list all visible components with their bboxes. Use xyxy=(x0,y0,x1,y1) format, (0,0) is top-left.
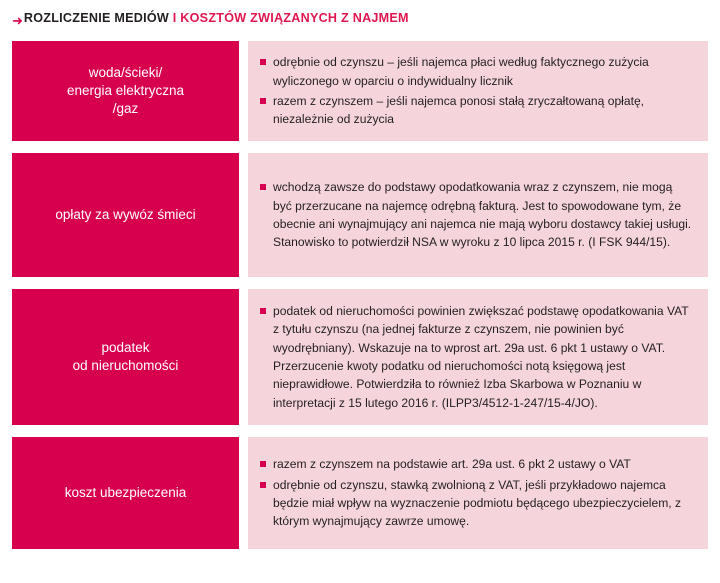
page-title-red: I KOSZTÓW ZWIĄZANYCH Z NAJMEM xyxy=(172,11,409,25)
arrow-right-icon: ➜ xyxy=(12,13,23,28)
row-label-line: /gaz xyxy=(112,101,139,117)
row-label-line: od nieruchomości xyxy=(72,358,179,373)
row-label-media xyxy=(12,41,239,141)
row-label-line: opłaty za wywóz śmieci xyxy=(55,206,196,222)
list-item: podatek od nieruchomości powinien zwiększać podstawę opodatkowania VAT z tytułu czynszu (na jednej fakturze z czynszem, nie powinien być wyodrębniany). Wskazuje na to wprost art. 29a ust. 6 pkt 1 ustawy o VAT. Przerzucenie kwoty podatku od nieruchomości notą księgową jest nieprawidłowe. Potwierdziła to również Izba Skarbowa w Poznaniu w interpretacji z 15 lutego 2016 r. (ILPP3/4512-1-247/15-4/JO). xyxy=(260,302,694,412)
list-item: wchodzą zawsze do podstawy opodatkowania wraz z czynszem, nie mogą być przerzucane na najemcę odrębną fakturą. Jest to spowodowane tym, że obecnie ani wynajmujący ani najemca nie mają wyboru dostawcy takiej usługi. Stanowisko to potwierdził NSA w wyroku z 10 lipca 2015 r. (I FSK 944/15). xyxy=(260,178,694,252)
row-label-line: podatek xyxy=(101,339,150,355)
list-item: odrębnie od czynszu, stawką zwolnioną z VAT, jeśli przykładowo najemca będzie miał wpływ na wyznaczenie podmiotu będącego ubezpieczycielem, z którym wynajmujący zawrze umowę. xyxy=(260,476,694,531)
row-content-podatek xyxy=(248,289,708,425)
page-title xyxy=(12,12,712,27)
list-item: razem z czynszem na podstawie art. 29a ust. 6 pkt 2 ustawy o VAT xyxy=(260,455,694,473)
row-content-smieci xyxy=(248,153,708,277)
row-content-media xyxy=(248,41,708,141)
bullet-list xyxy=(260,455,694,531)
row-label-line: woda/ścieki/ xyxy=(88,64,163,80)
row-content-ubezpieczenie xyxy=(248,437,708,549)
page-title-text xyxy=(24,12,409,26)
row-label-line: energia elektryczna xyxy=(66,82,185,98)
row-label-ubezpieczenie xyxy=(12,437,239,549)
row-label-smieci xyxy=(12,153,239,277)
list-item: razem z czynszem – jeśli najemca ponosi stałą zryczałtowaną opłatę, niezależnie od zużycia xyxy=(260,92,694,129)
table-row xyxy=(12,437,708,549)
bullet-list xyxy=(260,178,694,252)
table-row xyxy=(12,153,708,277)
bullet-list xyxy=(260,53,694,129)
row-label-line: koszt ubezpieczenia xyxy=(64,484,187,500)
rows-container xyxy=(8,41,712,549)
row-label-podatek xyxy=(12,289,239,425)
table-row xyxy=(12,41,708,141)
table-row xyxy=(12,289,708,425)
page-title-black: ROZLICZENIE MEDIÓW xyxy=(23,11,170,25)
bullet-list xyxy=(260,302,694,412)
list-item: odrębnie od czynszu – jeśli najemca płaci według faktycznego zużycia wyliczonego w oparciu o indywidualny licznik xyxy=(260,53,694,90)
